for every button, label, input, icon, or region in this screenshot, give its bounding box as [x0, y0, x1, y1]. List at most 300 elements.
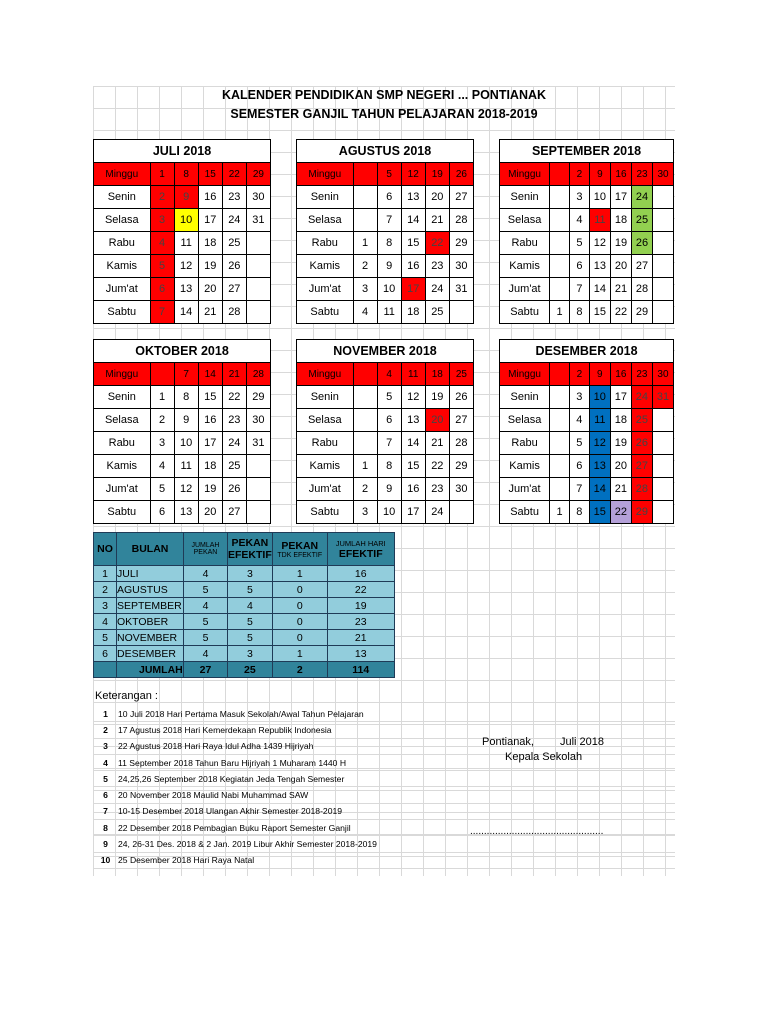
date-cell: 25 — [222, 455, 246, 478]
date-cell: 9 — [589, 163, 610, 186]
week-row — [297, 501, 474, 524]
week-row — [500, 301, 674, 324]
date-cell: 21 — [610, 478, 631, 501]
date-cell — [652, 409, 673, 432]
total-pekan: 27 — [184, 662, 228, 678]
summary-row — [94, 646, 395, 662]
date-cell — [550, 209, 570, 232]
date-cell: 2 — [150, 186, 174, 209]
row-pekan-efektif: 3 — [228, 646, 273, 662]
week-row — [297, 409, 474, 432]
week-row — [500, 163, 674, 186]
date-cell: 15 — [198, 386, 222, 409]
date-cell: 1 — [353, 232, 377, 255]
date-cell: 30 — [246, 409, 270, 432]
date-cell: 4 — [150, 455, 174, 478]
date-cell: 17 — [610, 186, 631, 209]
date-cell: 16 — [610, 363, 631, 386]
date-cell: 1 — [550, 501, 570, 524]
day-label: Senin — [94, 386, 151, 409]
date-cell: 4 — [150, 232, 174, 255]
row-no: 6 — [94, 646, 117, 662]
date-cell: 11 — [589, 409, 610, 432]
day-label: Jum'at — [297, 478, 354, 501]
date-cell: 6 — [570, 255, 590, 278]
week-row — [94, 501, 271, 524]
date-cell: 24 — [425, 278, 449, 301]
date-cell: 19 — [425, 163, 449, 186]
row-hari-efektif: 23 — [327, 614, 394, 630]
summary-row — [94, 598, 395, 614]
month-calendar — [499, 139, 674, 324]
day-label: Jum'at — [94, 278, 151, 301]
date-cell: 24 — [222, 432, 246, 455]
row-pekan-tdk: 0 — [272, 614, 327, 630]
date-cell: 9 — [589, 363, 610, 386]
date-cell: 29 — [246, 386, 270, 409]
keterangan-text: 24,25,26 September 2018 Kegiatan Jeda Tengah Semester — [118, 771, 675, 787]
date-cell: 6 — [150, 278, 174, 301]
date-cell: 13 — [401, 409, 425, 432]
week-row — [94, 163, 271, 186]
row-pekan-efektif: 3 — [228, 566, 273, 582]
date-cell: 18 — [198, 455, 222, 478]
month-title: DESEMBER 2018 — [500, 340, 674, 363]
keterangan-label: Keterangan : — [95, 690, 158, 702]
day-label: Kamis — [297, 255, 354, 278]
date-cell: 1 — [150, 386, 174, 409]
date-cell: 30 — [653, 163, 674, 186]
date-cell: 20 — [610, 455, 631, 478]
date-cell: 23 — [222, 409, 246, 432]
day-label: Rabu — [500, 432, 550, 455]
day-label: Minggu — [94, 363, 151, 386]
date-cell: 9 — [174, 186, 198, 209]
day-label: Kamis — [94, 255, 151, 278]
date-cell: 2 — [150, 409, 174, 432]
date-cell — [246, 301, 270, 324]
week-row — [500, 363, 674, 386]
date-cell: 5 — [569, 432, 589, 455]
keterangan-item — [93, 852, 675, 868]
date-cell: 22 — [425, 232, 449, 255]
week-row — [297, 186, 474, 209]
date-cell: 28 — [631, 478, 652, 501]
date-cell: 2 — [570, 163, 590, 186]
keterangan-number: 3 — [93, 738, 118, 754]
date-cell: 18 — [610, 409, 631, 432]
date-cell: 20 — [425, 409, 449, 432]
date-cell: 14 — [589, 478, 610, 501]
week-row — [500, 409, 674, 432]
week-row — [94, 186, 271, 209]
date-cell: 29 — [449, 232, 473, 255]
date-cell: 11 — [377, 301, 401, 324]
date-cell: 9 — [377, 478, 401, 501]
date-cell: 23 — [631, 363, 652, 386]
row-pekan-tdk: 1 — [272, 646, 327, 662]
day-label: Sabtu — [297, 301, 354, 324]
date-cell: 15 — [401, 232, 425, 255]
week-row — [500, 478, 674, 501]
header-jumlah-pekan-bottom: PEKAN — [193, 549, 218, 556]
day-label: Minggu — [297, 363, 354, 386]
keterangan-number: 4 — [93, 754, 118, 770]
date-cell: 12 — [401, 163, 425, 186]
keterangan-text: 10 Juli 2018 Hari Pertama Masuk Sekolah/Awal Tahun Pelajaran — [118, 706, 675, 722]
keterangan-item — [93, 836, 675, 852]
date-cell: 23 — [425, 255, 449, 278]
date-cell — [652, 478, 673, 501]
date-cell: 12 — [589, 432, 610, 455]
date-cell: 20 — [610, 255, 631, 278]
month-title: NOVEMBER 2018 — [297, 340, 474, 363]
date-cell: 30 — [449, 478, 473, 501]
date-cell: 20 — [425, 186, 449, 209]
date-cell: 10 — [377, 501, 401, 524]
week-row — [500, 209, 674, 232]
date-cell: 30 — [246, 186, 270, 209]
date-cell: 27 — [222, 278, 246, 301]
header-hari-bottom: EFEKTIF — [338, 547, 383, 560]
date-cell: 1 — [353, 455, 377, 478]
date-cell: 7 — [150, 301, 174, 324]
day-label: Senin — [94, 186, 151, 209]
date-cell: 24 — [631, 386, 652, 409]
date-cell: 31 — [449, 278, 473, 301]
date-cell — [550, 186, 570, 209]
total-label: JUMLAH — [117, 662, 184, 678]
row-pekan-tdk: 0 — [272, 598, 327, 614]
date-cell: 14 — [401, 209, 425, 232]
date-cell — [653, 232, 674, 255]
keterangan-text: 22 Agustus 2018 Hari Raya Idul Adha 1439 Hijriyah — [118, 738, 675, 754]
date-cell: 13 — [401, 186, 425, 209]
date-cell: 28 — [246, 363, 270, 386]
date-cell: 20 — [198, 501, 222, 524]
date-cell — [652, 432, 673, 455]
signature-place: Pontianak, — [482, 736, 534, 748]
date-cell — [246, 278, 270, 301]
week-row — [94, 209, 271, 232]
date-cell: 27 — [631, 455, 652, 478]
date-cell: 29 — [449, 455, 473, 478]
month-calendar — [499, 339, 674, 524]
day-label: Rabu — [297, 432, 354, 455]
date-cell: 29 — [631, 501, 652, 524]
date-cell — [550, 278, 570, 301]
date-cell: 24 — [425, 501, 449, 524]
header-pekan-tdk-top: PEKAN — [281, 539, 319, 552]
date-cell: 24 — [222, 209, 246, 232]
header-no: NO — [94, 533, 117, 566]
keterangan-text: 24, 26-31 Des. 2018 & 2 Jan. 2019 Libur Akhir Semester 2018-2019 — [118, 836, 675, 852]
date-cell: 4 — [377, 363, 401, 386]
date-cell — [653, 278, 674, 301]
week-row — [94, 386, 271, 409]
day-label: Senin — [297, 386, 354, 409]
signature-date: Juli 2018 — [560, 736, 605, 748]
header-pekan-efektif-top: PEKAN — [231, 537, 269, 549]
date-cell: 18 — [198, 232, 222, 255]
day-label: Senin — [500, 386, 550, 409]
keterangan-number: 7 — [93, 803, 118, 819]
date-cell: 2 — [353, 478, 377, 501]
day-label: Sabtu — [94, 501, 151, 524]
date-cell: 3 — [353, 278, 377, 301]
date-cell: 8 — [174, 386, 198, 409]
date-cell: 7 — [377, 209, 401, 232]
keterangan-number: 9 — [93, 836, 118, 852]
date-cell: 31 — [246, 432, 270, 455]
week-row — [500, 386, 674, 409]
row-bulan: OKTOBER — [117, 614, 184, 630]
date-cell: 31 — [652, 386, 673, 409]
date-cell: 7 — [174, 363, 198, 386]
summary-total-row — [94, 662, 395, 678]
header-hari-efektif — [327, 533, 394, 566]
date-cell: 5 — [377, 386, 401, 409]
day-label: Sabtu — [94, 301, 151, 324]
month-calendar — [93, 139, 271, 324]
date-cell: 28 — [449, 432, 473, 455]
date-cell — [246, 455, 270, 478]
month-title: SEPTEMBER 2018 — [500, 140, 674, 163]
date-cell: 24 — [632, 186, 653, 209]
date-cell: 29 — [246, 163, 270, 186]
header-pekan-efektif-bottom: EFEKTIF — [228, 549, 272, 561]
header-pekan-efektif — [228, 533, 273, 566]
day-label: Minggu — [500, 163, 550, 186]
keterangan-number: 10 — [93, 852, 118, 868]
day-label: Selasa — [297, 409, 354, 432]
header-jumlah-pekan-top: JUMLAH — [191, 542, 220, 549]
date-cell: 6 — [150, 501, 174, 524]
date-cell: 26 — [222, 255, 246, 278]
keterangan-item — [93, 771, 675, 787]
week-row — [500, 255, 674, 278]
date-cell — [550, 255, 570, 278]
week-row — [500, 232, 674, 255]
day-label: Kamis — [297, 455, 354, 478]
date-cell: 1 — [550, 301, 570, 324]
header-pekan-tdk-bottom: TDK EFEKTIF — [277, 551, 323, 559]
keterangan-text: 25 Desember 2018 Hari Raya Natal — [118, 852, 675, 868]
date-cell: 3 — [150, 432, 174, 455]
day-label: Rabu — [500, 232, 550, 255]
keterangan-number: 6 — [93, 787, 118, 803]
date-cell: 11 — [401, 363, 425, 386]
week-row — [297, 209, 474, 232]
week-row — [500, 501, 674, 524]
date-cell — [353, 363, 377, 386]
week-row — [500, 278, 674, 301]
summary-row — [94, 582, 395, 598]
date-cell: 14 — [589, 278, 610, 301]
date-cell: 2 — [569, 363, 589, 386]
date-cell: 27 — [449, 186, 473, 209]
row-pekan-tdk: 1 — [272, 566, 327, 582]
header-pekan-tdk — [272, 533, 327, 566]
date-cell: 10 — [589, 186, 610, 209]
date-cell: 22 — [425, 455, 449, 478]
summary-row — [94, 614, 395, 630]
date-cell — [550, 163, 570, 186]
row-no: 3 — [94, 598, 117, 614]
date-cell: 26 — [631, 432, 652, 455]
date-cell: 26 — [449, 163, 473, 186]
row-bulan: NOVEMBER — [117, 630, 184, 646]
row-hari-efektif: 16 — [327, 566, 394, 582]
date-cell — [449, 301, 473, 324]
date-cell: 25 — [222, 232, 246, 255]
date-cell: 8 — [570, 301, 590, 324]
week-row — [500, 186, 674, 209]
date-cell — [550, 409, 570, 432]
date-cell: 7 — [569, 478, 589, 501]
week-row — [297, 386, 474, 409]
day-label: Selasa — [500, 409, 550, 432]
row-pekan-efektif: 5 — [228, 614, 273, 630]
keterangan-text: 17 Agustus 2018 Hari Kemerdekaan Republik Indonesia — [118, 722, 675, 738]
date-cell — [652, 455, 673, 478]
week-row — [297, 255, 474, 278]
date-cell: 2 — [353, 255, 377, 278]
day-label: Rabu — [94, 232, 151, 255]
date-cell: 19 — [425, 386, 449, 409]
day-label: Jum'at — [297, 278, 354, 301]
date-cell: 19 — [610, 432, 631, 455]
date-cell: 18 — [401, 301, 425, 324]
header-jumlah-pekan — [184, 533, 228, 566]
week-row — [94, 455, 271, 478]
date-cell — [150, 363, 174, 386]
keterangan-item — [93, 706, 675, 722]
day-label: Jum'at — [500, 478, 550, 501]
signature-line: ................................................ — [470, 826, 604, 837]
row-no: 5 — [94, 630, 117, 646]
row-no: 1 — [94, 566, 117, 582]
week-row — [500, 432, 674, 455]
week-row — [94, 278, 271, 301]
summary-table — [93, 532, 395, 678]
date-cell: 12 — [589, 232, 610, 255]
date-cell — [246, 255, 270, 278]
week-row — [297, 278, 474, 301]
date-cell: 10 — [174, 432, 198, 455]
date-cell: 28 — [449, 209, 473, 232]
date-cell: 4 — [569, 409, 589, 432]
date-cell: 10 — [377, 278, 401, 301]
date-cell: 16 — [198, 186, 222, 209]
date-cell: 6 — [377, 186, 401, 209]
date-cell: 15 — [198, 163, 222, 186]
date-cell: 5 — [150, 255, 174, 278]
date-cell: 22 — [610, 501, 631, 524]
summary-row — [94, 566, 395, 582]
total-hari: 114 — [327, 662, 394, 678]
row-bulan: SEPTEMBER — [117, 599, 182, 612]
date-cell: 3 — [150, 209, 174, 232]
month-calendar — [296, 339, 474, 524]
date-cell: 13 — [174, 501, 198, 524]
week-row — [94, 363, 271, 386]
date-cell: 3 — [569, 386, 589, 409]
date-cell: 9 — [377, 255, 401, 278]
date-cell: 13 — [589, 255, 610, 278]
date-cell: 4 — [353, 301, 377, 324]
date-cell: 17 — [610, 386, 631, 409]
date-cell: 25 — [449, 363, 473, 386]
keterangan-text: 10-15 Desember 2018 Ulangan Akhir Semester 2018-2019 — [118, 803, 675, 819]
summary-header-row — [94, 533, 395, 566]
date-cell: 21 — [425, 209, 449, 232]
date-cell: 7 — [570, 278, 590, 301]
row-no: 4 — [94, 614, 117, 630]
date-cell: 31 — [246, 209, 270, 232]
header-bulan: BULAN — [117, 533, 184, 566]
date-cell — [550, 232, 570, 255]
date-cell: 28 — [632, 278, 653, 301]
day-label: Sabtu — [297, 501, 354, 524]
date-cell: 29 — [632, 301, 653, 324]
keterangan-text: 11 September 2018 Tahun Baru Hijriyah 1 Muharam 1440 H — [118, 754, 675, 770]
date-cell: 16 — [401, 478, 425, 501]
row-hari-efektif: 21 — [327, 630, 394, 646]
row-pekan-efektif: 4 — [228, 598, 273, 614]
date-cell: 25 — [425, 301, 449, 324]
date-cell: 21 — [610, 278, 631, 301]
date-cell: 10 — [174, 209, 198, 232]
date-cell: 22 — [222, 163, 246, 186]
date-cell — [353, 186, 377, 209]
keterangan-item — [93, 787, 675, 803]
date-cell — [653, 301, 674, 324]
date-cell: 20 — [198, 278, 222, 301]
total-efektif: 25 — [228, 662, 273, 678]
date-cell: 12 — [174, 478, 198, 501]
row-hari-efektif: 19 — [327, 598, 394, 614]
date-cell: 13 — [174, 278, 198, 301]
date-cell: 26 — [632, 232, 653, 255]
date-cell: 21 — [198, 301, 222, 324]
month-calendar — [296, 139, 474, 324]
date-cell: 12 — [401, 386, 425, 409]
date-cell: 17 — [401, 278, 425, 301]
keterangan-number: 2 — [93, 722, 118, 738]
date-cell: 19 — [198, 255, 222, 278]
date-cell: 5 — [377, 163, 401, 186]
week-row — [94, 301, 271, 324]
month-title: JULI 2018 — [94, 140, 271, 163]
date-cell — [246, 232, 270, 255]
keterangan-item — [93, 803, 675, 819]
day-label: Kamis — [500, 455, 550, 478]
keterangan-list — [93, 706, 675, 869]
row-bulan: JULI — [117, 566, 184, 582]
row-hari-efektif: 22 — [327, 582, 394, 598]
date-cell: 19 — [198, 478, 222, 501]
keterangan-item — [93, 754, 675, 770]
date-cell: 22 — [222, 386, 246, 409]
date-cell: 8 — [377, 232, 401, 255]
date-cell — [353, 386, 377, 409]
row-bulan: DESEMBER — [117, 646, 184, 662]
date-cell: 5 — [150, 478, 174, 501]
day-label: Minggu — [94, 163, 151, 186]
date-cell — [353, 163, 377, 186]
date-cell: 16 — [198, 409, 222, 432]
